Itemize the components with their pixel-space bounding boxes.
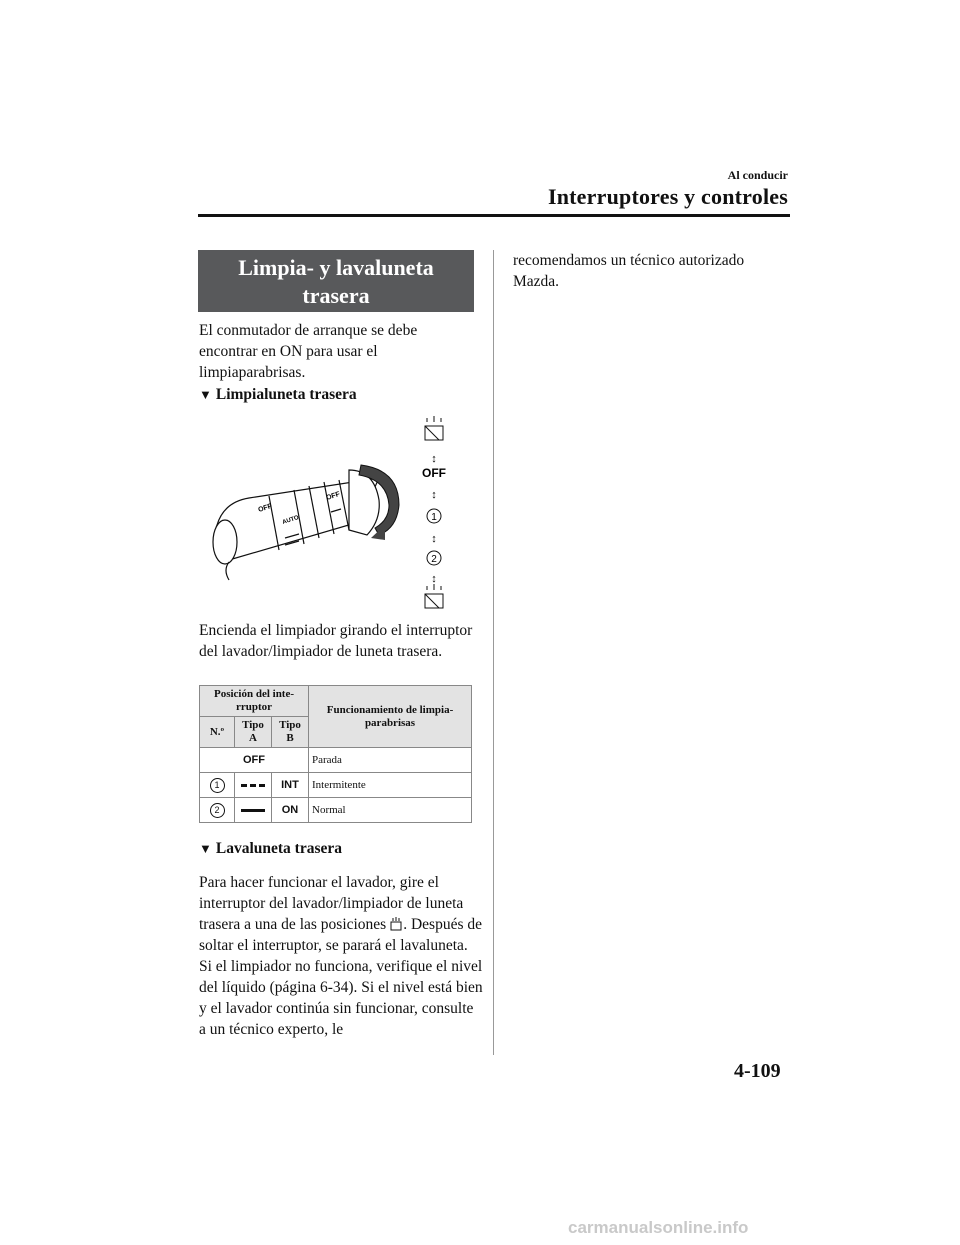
off-position-label: OFF (422, 466, 446, 480)
washer-icon-top (425, 416, 443, 440)
lever-off-label: OFF (257, 502, 273, 514)
solid-line-icon (235, 798, 272, 823)
section-header: Al conducir (727, 168, 788, 182)
header-type-b: Tipo B (272, 717, 309, 748)
subsection-rear-washer (199, 840, 342, 858)
row-function: Parada (309, 748, 472, 773)
row-position: OFF (200, 748, 309, 773)
watermark: carmanualsonline.info (568, 1218, 749, 1237)
table-row (200, 773, 472, 798)
row-type-b: INT (272, 773, 309, 798)
wiper-lever-figure (199, 410, 479, 620)
row-number: 1 (210, 778, 225, 793)
row-type-b: ON (272, 798, 309, 823)
subsection-title: Limpialuneta trasera (215, 386, 357, 403)
table-row (200, 798, 472, 823)
header-wiper-function: Funcionamiento de limpia-parabrisas (309, 686, 472, 748)
triangle-marker: ▼ (199, 387, 212, 402)
header-type-a: Tipo A (235, 717, 272, 748)
subsection-rear-wiper (199, 386, 357, 404)
operation-paragraph: Encienda el limpiador girando el interruptor del lavador/limpiador de luneta trasera. (199, 622, 473, 660)
header-number: N.º (200, 717, 235, 748)
washer-text-b: . Después de soltar el interruptor, se parará el lavaluneta. (199, 916, 482, 954)
arrow-updown-icon: ↕ (431, 489, 437, 501)
subsection-title: Lavaluneta trasera (215, 840, 343, 857)
intro-paragraph: El conmutador de arranque se debe encontrar en ON para usar el limpiaparabrisas. (199, 322, 418, 381)
washer-icon (389, 917, 403, 931)
arrow-updown-icon: ↕ (431, 453, 437, 465)
position-2-label: 2 (431, 554, 437, 565)
continuation-paragraph: recomendamos un técnico autorizado Mazda. (513, 252, 745, 290)
row-number: 2 (210, 803, 225, 818)
arrow-updown-icon: ↕ (431, 573, 437, 585)
page-header-title: Interruptores y controles (547, 184, 788, 209)
wiper-lever (213, 470, 379, 580)
lever-auto-label: AUTO (281, 514, 300, 526)
table-row (200, 748, 472, 773)
banner-line-1: Limpia- y lavaluneta (238, 255, 434, 280)
washer-text-c: Si el limpiador no funciona, verifique el nivel del líquido (página 6-34). Si el nivel está bien y el lavador continúa sin funcionar, consulte a un técnico experto, le (199, 958, 483, 1038)
triangle-marker: ▼ (199, 841, 212, 856)
dashed-line-icon (235, 773, 272, 798)
lever-off2-label: OFF (325, 490, 341, 502)
arrow-updown-icon: ↕ (431, 533, 437, 545)
header-rule (198, 214, 790, 217)
switch-position-table (199, 685, 472, 823)
header-switch-position: Posición del inte-rruptor (200, 686, 309, 717)
washer-text-a: Para hacer funcionar el lavador, gire el interruptor del lavador/limpiador de luneta trasera a una de las posiciones (199, 874, 464, 933)
page-number: 4-109 (734, 1060, 781, 1082)
banner-line-2: trasera (302, 283, 370, 308)
column-divider (493, 250, 494, 1055)
washer-paragraph (199, 872, 484, 1040)
row-function: Intermitente (309, 773, 472, 798)
position-1-label: 1 (431, 512, 437, 523)
section-banner (198, 250, 474, 312)
row-function: Normal (309, 798, 472, 823)
washer-icon-bottom (425, 584, 443, 608)
